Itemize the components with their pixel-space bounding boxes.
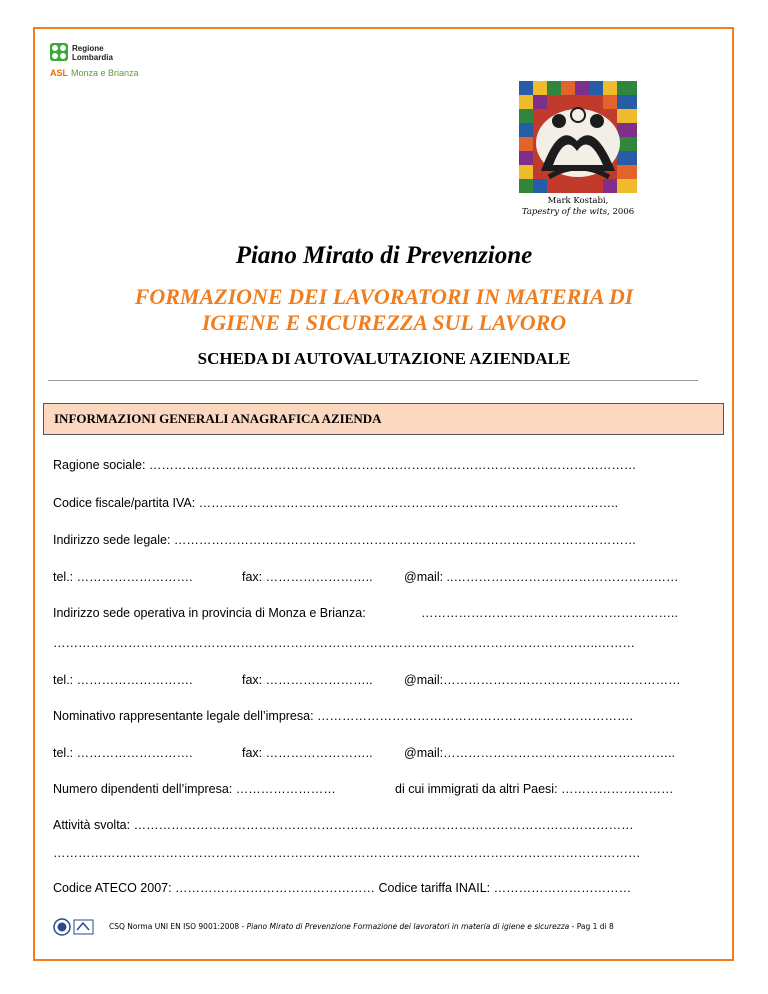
field-tel-2[interactable]: tel.: ……………………….: [53, 673, 193, 687]
subtitle-line1: FORMAZIONE DEI LAVORATORI IN MATERIA DI: [134, 284, 634, 309]
csq-certification-logo: [53, 918, 95, 936]
field-sede-operativa[interactable]: ……………………………………………………..: [421, 606, 678, 620]
field-dipendenti[interactable]: Numero dipendenti dell’impresa: ……………………: [53, 782, 336, 796]
document-subtitle: [0, 284, 768, 336]
subtitle-line2: IGIENE E SICUREZZA SUL LAVORO: [201, 310, 567, 335]
field-tel-1[interactable]: tel.: ……………………….: [53, 570, 193, 584]
field-sede-operativa-label: Indirizzo sede operativa in provincia di Monza e Brianza:: [53, 606, 366, 620]
divider: [48, 380, 698, 381]
artwork-caption: [480, 196, 676, 218]
field-tel-3[interactable]: tel.: ……………………….: [53, 746, 193, 760]
field-fax-1[interactable]: fax: ……………………..: [242, 570, 373, 584]
caption-title: Tapestry of the wits,: [521, 207, 610, 217]
rose-camuna-icon: [50, 43, 68, 61]
field-sede-operativa-line2[interactable]: …………………………………………………………………………………………………………………..………: [53, 636, 635, 650]
footer-page: - Pag 1 di 8: [571, 922, 614, 931]
field-codice-fiscale[interactable]: Codice fiscale/partita IVA: ………………………………………………………………………………………..: [53, 496, 619, 510]
page-footer: [109, 922, 614, 931]
footer-doc-ref: Piano Mirato di Prevenzione Formazione dei lavoratori in materia di igiene e sicurezza: [246, 922, 570, 931]
field-mail-1[interactable]: @mail: ..………………………………………………: [404, 570, 679, 584]
field-fax-2[interactable]: fax: ……………………..: [242, 673, 373, 687]
field-ateco-inail[interactable]: Codice ATECO 2007: ………………………………………… Codice tariffa INAIL: ……………………………: [53, 881, 632, 895]
field-rappresentante[interactable]: Nominativo rappresentante legale dell’impresa: ………………………………………………………………….: [53, 709, 634, 723]
artwork-image: [519, 81, 637, 193]
field-fax-3[interactable]: fax: ……………………..: [242, 746, 373, 760]
footer-norma: CSQ Norma UNI EN ISO 9001:2008 -: [109, 922, 245, 931]
logo-line2: Lombardia: [72, 53, 113, 62]
caption-title-line: [480, 207, 676, 218]
document-title: Piano Mirato di Prevenzione: [235, 242, 533, 269]
asl-label: [50, 68, 139, 78]
field-mail-3[interactable]: @mail:………………………………………………..: [404, 746, 676, 760]
field-ragione-sociale[interactable]: Ragione sociale: ………………………………………………………………………………………………………: [53, 458, 637, 472]
field-immigrati[interactable]: di cui immigrati da altri Paesi: ………………………: [395, 782, 674, 796]
field-sede-legale[interactable]: Indirizzo sede legale: …………………………………………………………………………………………………: [53, 533, 637, 547]
field-attivita-line2[interactable]: ……………………………………………………………………………………………………………………………: [53, 846, 641, 860]
field-attivita[interactable]: Attività svolta: …………………………………………………………………………………………………………: [53, 818, 634, 832]
caption-year: 2006: [612, 207, 635, 217]
form-title: SCHEDA DI AUTOVALUTAZIONE AZIENDALE: [197, 349, 571, 368]
field-mail-2[interactable]: @mail:…………………………………………………: [404, 673, 681, 687]
caption-author: Mark Kostabi,: [547, 196, 609, 206]
asl-area: Monza e Brianza: [71, 68, 139, 78]
logo-line1: Regione: [72, 44, 104, 53]
asl-abbrev: ASL: [50, 68, 68, 78]
section-header: INFORMAZIONI GENERALI ANAGRAFICA AZIENDA: [43, 403, 724, 435]
